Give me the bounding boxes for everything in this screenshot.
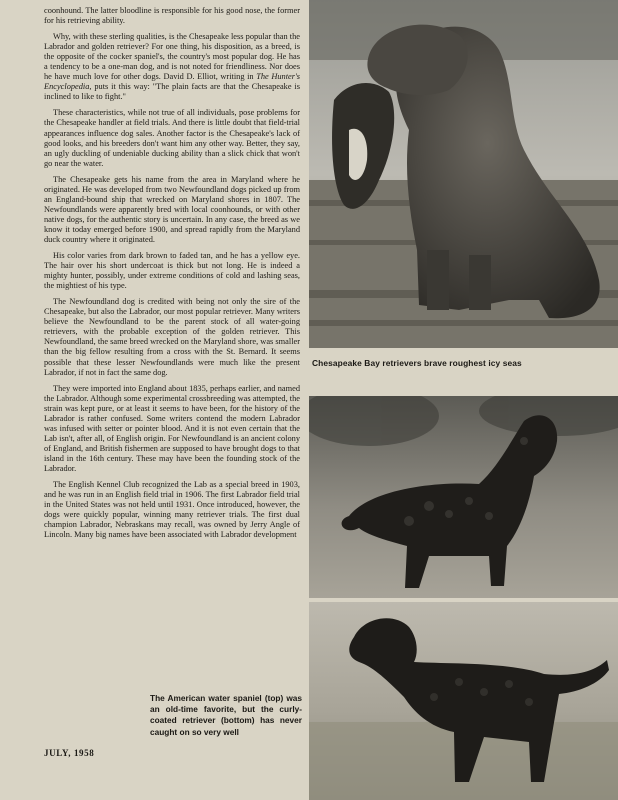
article-paragraph-3: These characteristics, while not true of all individuals, pose problems for the Chesapeake handler at field trials. And there is little doubt that field-trial appearances influence dog sales. Another factor is the Chesapeake's lack of good looks, and his breeders don't want him any other way. Better, they say, an ugly duckling of undeniable ducking ability than a slick chick that won't go near the water. [44, 108, 300, 168]
article-paragraph-2 [44, 32, 300, 102]
water-spaniel-photo [309, 396, 618, 598]
article-paragraph-7: They were imported into England about 1835, perhaps earlier, and named the Labrador. Although some experimental crossbreeding was attempted, the strain was kept pure, or at least it seems to have been, for the history of the Labrador is rather confused. Some writers contend the modern Labrador was infused with setter or pointer blood. And it is not even certain that the Lab isn't, after all, of English origin. For Newfoundland is an ancient colony of England, and British fishermen are supposed to have brought dogs to that island in the 16th century. These may have been the founding stock of the Labrador. [44, 383, 300, 473]
issue-date-footer: JULY, 1958 [44, 748, 95, 758]
spaniel-retriever-caption: The American water spaniel (top) was an old-time favorite, but the curly-coated retriever (bottom) has never caught on so very well [150, 693, 302, 737]
article-paragraph-8: The English Kennel Club recognized the Lab as a special breed in 1903, and he was run in an English field trial in 1906. The first Labrador field trial in the United States was not held until 1931. Once introduced, however, the dogs were quickly popular, winning many retriever trials. The first dual champion Labrador, Nebraskans may recall, was owned by Jerry Angle of Lincoln. Many big names have been associated with Labrador development [44, 480, 300, 540]
article-paragraph-1: coonhound. The latter bloodline is responsible for his good nose, the former for his retrieving ability. [44, 6, 300, 26]
article-paragraph-4: The Chesapeake gets his name from the area in Maryland where he originated. He was developed from two Newfoundland dogs picked up from an England-bound ship that wrecked on Maryland shores in 1807. The Newfoundlands were apparently bred with local coonhounds, or with other native dogs, for the authentic story is uncertain. In any case, the breed as we know it today emerged before 1900, and spread rapidly from the Maryland duck country where it originated. [44, 174, 300, 244]
article-column [44, 6, 300, 546]
book-title: The Hunter's Encyclopedia [44, 72, 300, 92]
chesapeake-caption: Chesapeake Bay retrievers brave roughest icy seas [312, 358, 522, 368]
article-paragraph-2-text: Why, with these sterling qualities, is the Chesapeake less popular than the Labrador and golden retriever? For one thing, his disposition, as a breed, is the opposite of the cocker spaniel's, the country's most popular dog. He has a tendency to be a one-man dog, and is not noted for friendliness. Nor does he have much love for other dogs. David D. Elliot, writing in [44, 32, 300, 82]
article-paragraph-2-tail: , puts it this way: "The plain facts are that the Chesapeake is inclined to like to fight." [44, 82, 300, 102]
chesapeake-retriever-photo [309, 0, 618, 348]
article-paragraph-5: His color varies from dark brown to faded tan, and he has a yellow eye. The hair over his short undercoat is thick but not long. He is indeed a mighty hunter, possibly, under extreme conditions of cold and lashing seas, the mightiest of his type. [44, 251, 300, 291]
curly-coated-retriever-photo [309, 602, 618, 800]
article-paragraph-6: The Newfoundland dog is credited with being not only the sire of the Chesapeake, but also the Labrador, our most popular retriever. Many writers believe the Newfoundland to be the parent stock of all water-going retrievers, with the probable exception of the golden retriever. This Newfoundland, the same breed wrecked on the Maryland shore, was smaller than the big fellow resulting from a cross with the St. Bernard. It seems possible that these lesser Newfoundlands were much like the present Labrador, if not in fact the same dog. [44, 297, 300, 377]
